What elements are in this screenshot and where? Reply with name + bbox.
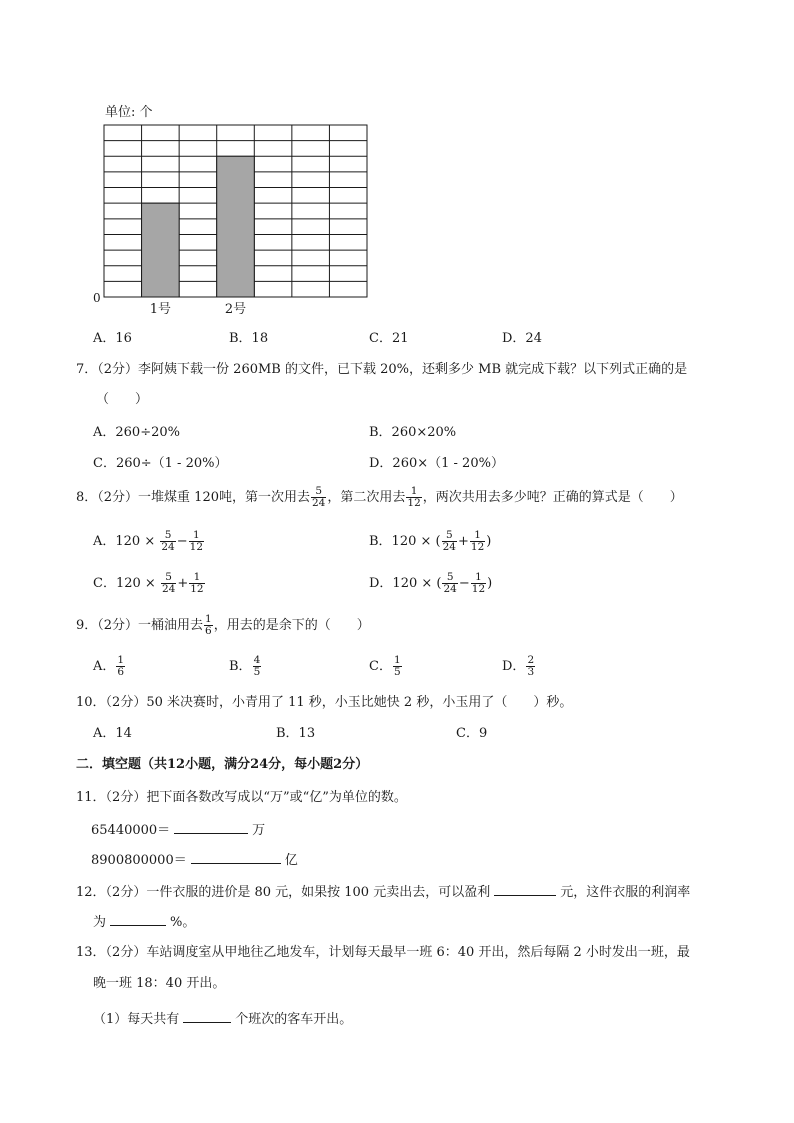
q10-option-b: B．13 [276, 726, 316, 741]
q12-line-2: 为 %。 [93, 915, 196, 930]
q9-option-a: A． $\frac{1}{6}$ [93, 654, 125, 678]
q13-line-1: 13．（2分）车站调度室从甲地往乙地发车，计划每天最早一班 6：40 开出，然后每隔 2 小时发出一班，最 [76, 945, 690, 960]
q11-line-2: 8900800000＝ 亿 [91, 853, 298, 868]
q8-option-b: B．120 × ( $\frac{5}{24}$ + $\frac{1}{12}$ ) [369, 529, 492, 553]
answer-blank[interactable] [183, 1010, 231, 1023]
q8-fraction-2: $\frac{1}{12}$ [407, 485, 421, 509]
q9-stem: 9．（2分）一桶油用去 $\frac{1}{6}$ ，用去的是余下的（ ） [76, 613, 370, 637]
q8-stem-a: 8．（2分）一堆煤重 120吨，第一次用去 [76, 490, 310, 505]
q8-option-c: C．120 × $\frac{5}{24}$ + $\frac{1}{12}$ [93, 571, 204, 595]
q10-option-a: A．14 [93, 726, 132, 741]
bar-2 [217, 156, 255, 297]
q7-stem: 7．（2分）李阿姨下载一份 260MB 的文件，已下载 20%，还剩多少 MB 就完成下载？以下列式正确的是 [76, 362, 688, 377]
q7-paren: （ ） [96, 392, 149, 407]
q13-sub-1: （1）每天共有 个班次的客车开出。 [93, 1012, 353, 1027]
q10-option-c: C．9 [456, 726, 488, 741]
q11-line-1: 65440000＝ 万 [91, 823, 266, 838]
q9-option-d: D． $\frac{2}{3}$ [502, 654, 535, 678]
q7-option-b: B．260×20% [369, 425, 457, 440]
x-tick-label: 2号 [224, 302, 247, 317]
x-tick-label: 1号 [149, 302, 171, 317]
q8-option-a: A．120 × $\frac{5}{24}$ − $\frac{1}{12}$ [93, 529, 204, 553]
answer-blank[interactable] [191, 851, 281, 864]
q13-line-2: 晚一班 18：40 开出。 [93, 976, 226, 991]
section-2-title: 二．填空题（共12小题，满分24分，每小题2分） [76, 757, 369, 772]
answer-blank[interactable] [174, 821, 248, 834]
q6-option-a: A．16 [93, 331, 132, 346]
q6-option-d: D．24 [502, 331, 542, 346]
q8-stem [76, 486, 683, 510]
q11-stem: 11．（2分）把下面各数改写成以“万”或“亿”为单位的数。 [76, 790, 407, 805]
answer-blank[interactable] [110, 913, 166, 926]
q6-option-c: C．21 [369, 331, 409, 346]
q8-fraction-1: $\frac{5}{24}$ [312, 485, 326, 509]
q7-option-a: A．260÷20% [93, 425, 180, 440]
chart-zero-label: 0 [93, 291, 101, 305]
q7-option-c: C．260÷（1 - 20%） [93, 456, 228, 471]
q12-line-1: 12．（2分）一件衣服的进价是 80 元，如果按 100 元卖出去，可以盈利 元，这件衣服的利润率 [76, 885, 691, 900]
q9-option-c: C． $\frac{1}{5}$ [369, 654, 401, 678]
chart-unit-label: 单位: 个 [105, 105, 153, 120]
chart-x-labels [150, 302, 246, 317]
q9-fraction: $\frac{1}{6}$ [205, 613, 212, 637]
bar-1 [142, 203, 180, 297]
q8-option-d: D．120 × ( $\frac{5}{24}$ − $\frac{1}{12}$ ) [369, 571, 493, 595]
q7-option-d: D．260×（1 - 20%） [369, 456, 504, 471]
chart-bars [142, 156, 255, 297]
q10-stem: 10．（2分）50 米决赛时，小青用了 11 秒，小玉比她快 2 秒，小玉用了（ ）秒。 [76, 695, 573, 710]
bar-chart [0, 0, 794, 330]
q6-option-b: B．18 [229, 331, 269, 346]
q8-stem-c: ，两次共用去多少吨？正确的算式是（ ） [422, 490, 683, 505]
answer-blank[interactable] [494, 883, 556, 896]
q8-stem-b: ，第二次用去 [327, 490, 406, 505]
q9-option-b: B． $\frac{4}{5}$ [229, 654, 261, 678]
